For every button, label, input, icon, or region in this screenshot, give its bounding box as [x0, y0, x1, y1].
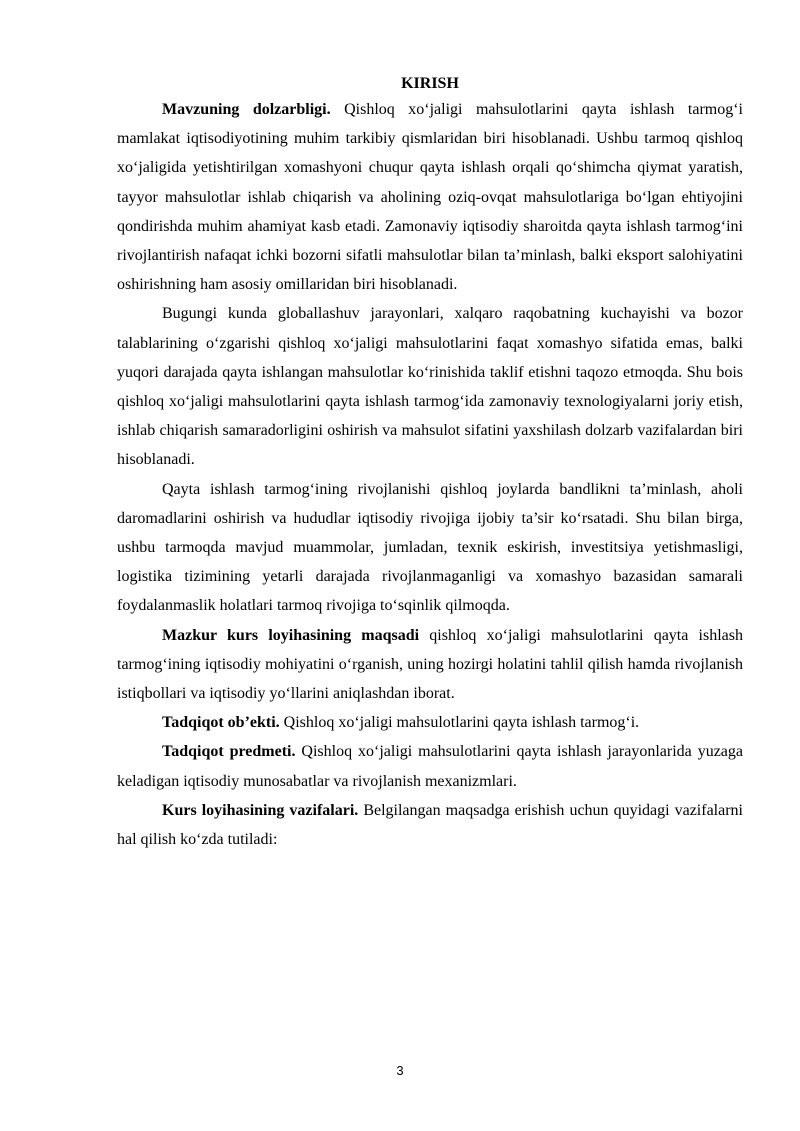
- paragraph-text: Qishloq xo‘jaligi mahsulotlarini qayta ishlash tarmog‘i mamlakat iqtisodiyotining muhim tarkibiy qismlaridan biri hisoblanadi. Ushbu tarmoq qishloq xo‘jaligida yetishtirilgan xomashyoni chuqur qayta ishlash orqali qo‘shimcha qiymat yaratish, tayyor mahsulotlar ishlab chiqarish va aholining oziq-ovqat mahsulotlariga bo‘lgan ehtiyojini qondirishda muhim ahamiyat kasb etadi. Zamonaviy iqtisodiy sharoitda qayta ishlash tarmog‘ini rivojlantirish nafaqat ichki bozorni sifatli mahsulotlar bilan ta’minlash, balki eksport salohiyatini oshirishning ham asosiy omillaridan biri hisoblanadi.: [117, 101, 744, 294]
- paragraph-lead: Tadqiqot predmeti.: [162, 743, 296, 761]
- page-number: 3: [396, 1063, 404, 1078]
- paragraph-lead: Kurs loyihasining vazifalari.: [162, 801, 359, 819]
- paragraph-text: Qayta ishlash tarmog‘ining rivojlanishi qishloq joylarda bandlikni ta’minlash, aholi daromadlarini oshirish va hududlar iqtisodiy rivojiga ijobiy ta’sir ko‘rsatadi. Shu bilan birga, ushbu tarmoqda mavjud muammolar, jumladan, texnik eskirish, investitsiya yetishmasligi, logistika tizimining yetarli darajada rivojlanmaganligi va xomashyo bazasidan samarali foydalanmaslik holatlari tarmoq rivojiga to‘sqinlik qilmoqda.: [117, 480, 743, 615]
- document-page: [117, 73, 743, 854]
- paragraph-goal: [117, 621, 743, 709]
- paragraph-research-subject: [117, 737, 743, 795]
- paragraph-text: qishloq xo‘jaligi mahsulotlarini qayta ishlash tarmog‘ining iqtisodiy mohiyatini o‘rganish, uning hozirgi holatini tahlil qilish hamda rivojlanish istiqbollari va iqtisodiy yo‘llarini aniqlashdan iborat.: [117, 626, 743, 703]
- paragraph-relevance: [117, 95, 743, 299]
- paragraph-globalization: [117, 299, 743, 474]
- paragraph-text: Bugungi kunda globallashuv jarayonlari, xalqaro raqobatning kuchayishi va bozor talablarining o‘zgarishi qishloq xo‘jaligi mahsulotlarini faqat xomashyo sifatida emas, balki yuqori darajada qayta ishlangan mahsulotlar ko‘rinishida taklif etishni taqozo etmoqda. Shu bois qishloq xo‘jaligi mahsulotlarini qayta ishlash tarmog‘ida zamonaviy texnologiyalarni joriy etish, ishlab chiqarish samaradorligini oshirish va mahsulot sifatini yaxshilash dolzarb vazifalardan biri hisoblanadi.: [117, 305, 743, 469]
- paragraph-text: Qishloq xo‘jaligi mahsulotlarini qayta ishlash jarayonlarida yuzaga keladigan iqtisodiy munosabatlar va rivojlanish mexanizmlari.: [117, 743, 743, 790]
- paragraph-text: Belgilangan maqsadga erishish uchun quyidagi vazifalarni hal qilish ko‘zda tutiladi:: [117, 801, 743, 849]
- paragraph-tasks: [117, 796, 743, 854]
- paragraph-lead: Mavzuning dolzarbligi.: [162, 101, 331, 118]
- paragraph-lead: Tadqiqot ob’ekti.: [162, 714, 280, 732]
- paragraph-lead: Mazkur kurs loyihasining maqsadi: [162, 626, 420, 644]
- paragraph-research-object: [117, 708, 743, 737]
- paragraph-text: Qishloq xo‘jaligi mahsulotlarini qayta ishlash tarmog‘i.: [279, 714, 640, 732]
- page-title: KIRISH: [401, 75, 459, 92]
- paragraph-development: [117, 475, 743, 621]
